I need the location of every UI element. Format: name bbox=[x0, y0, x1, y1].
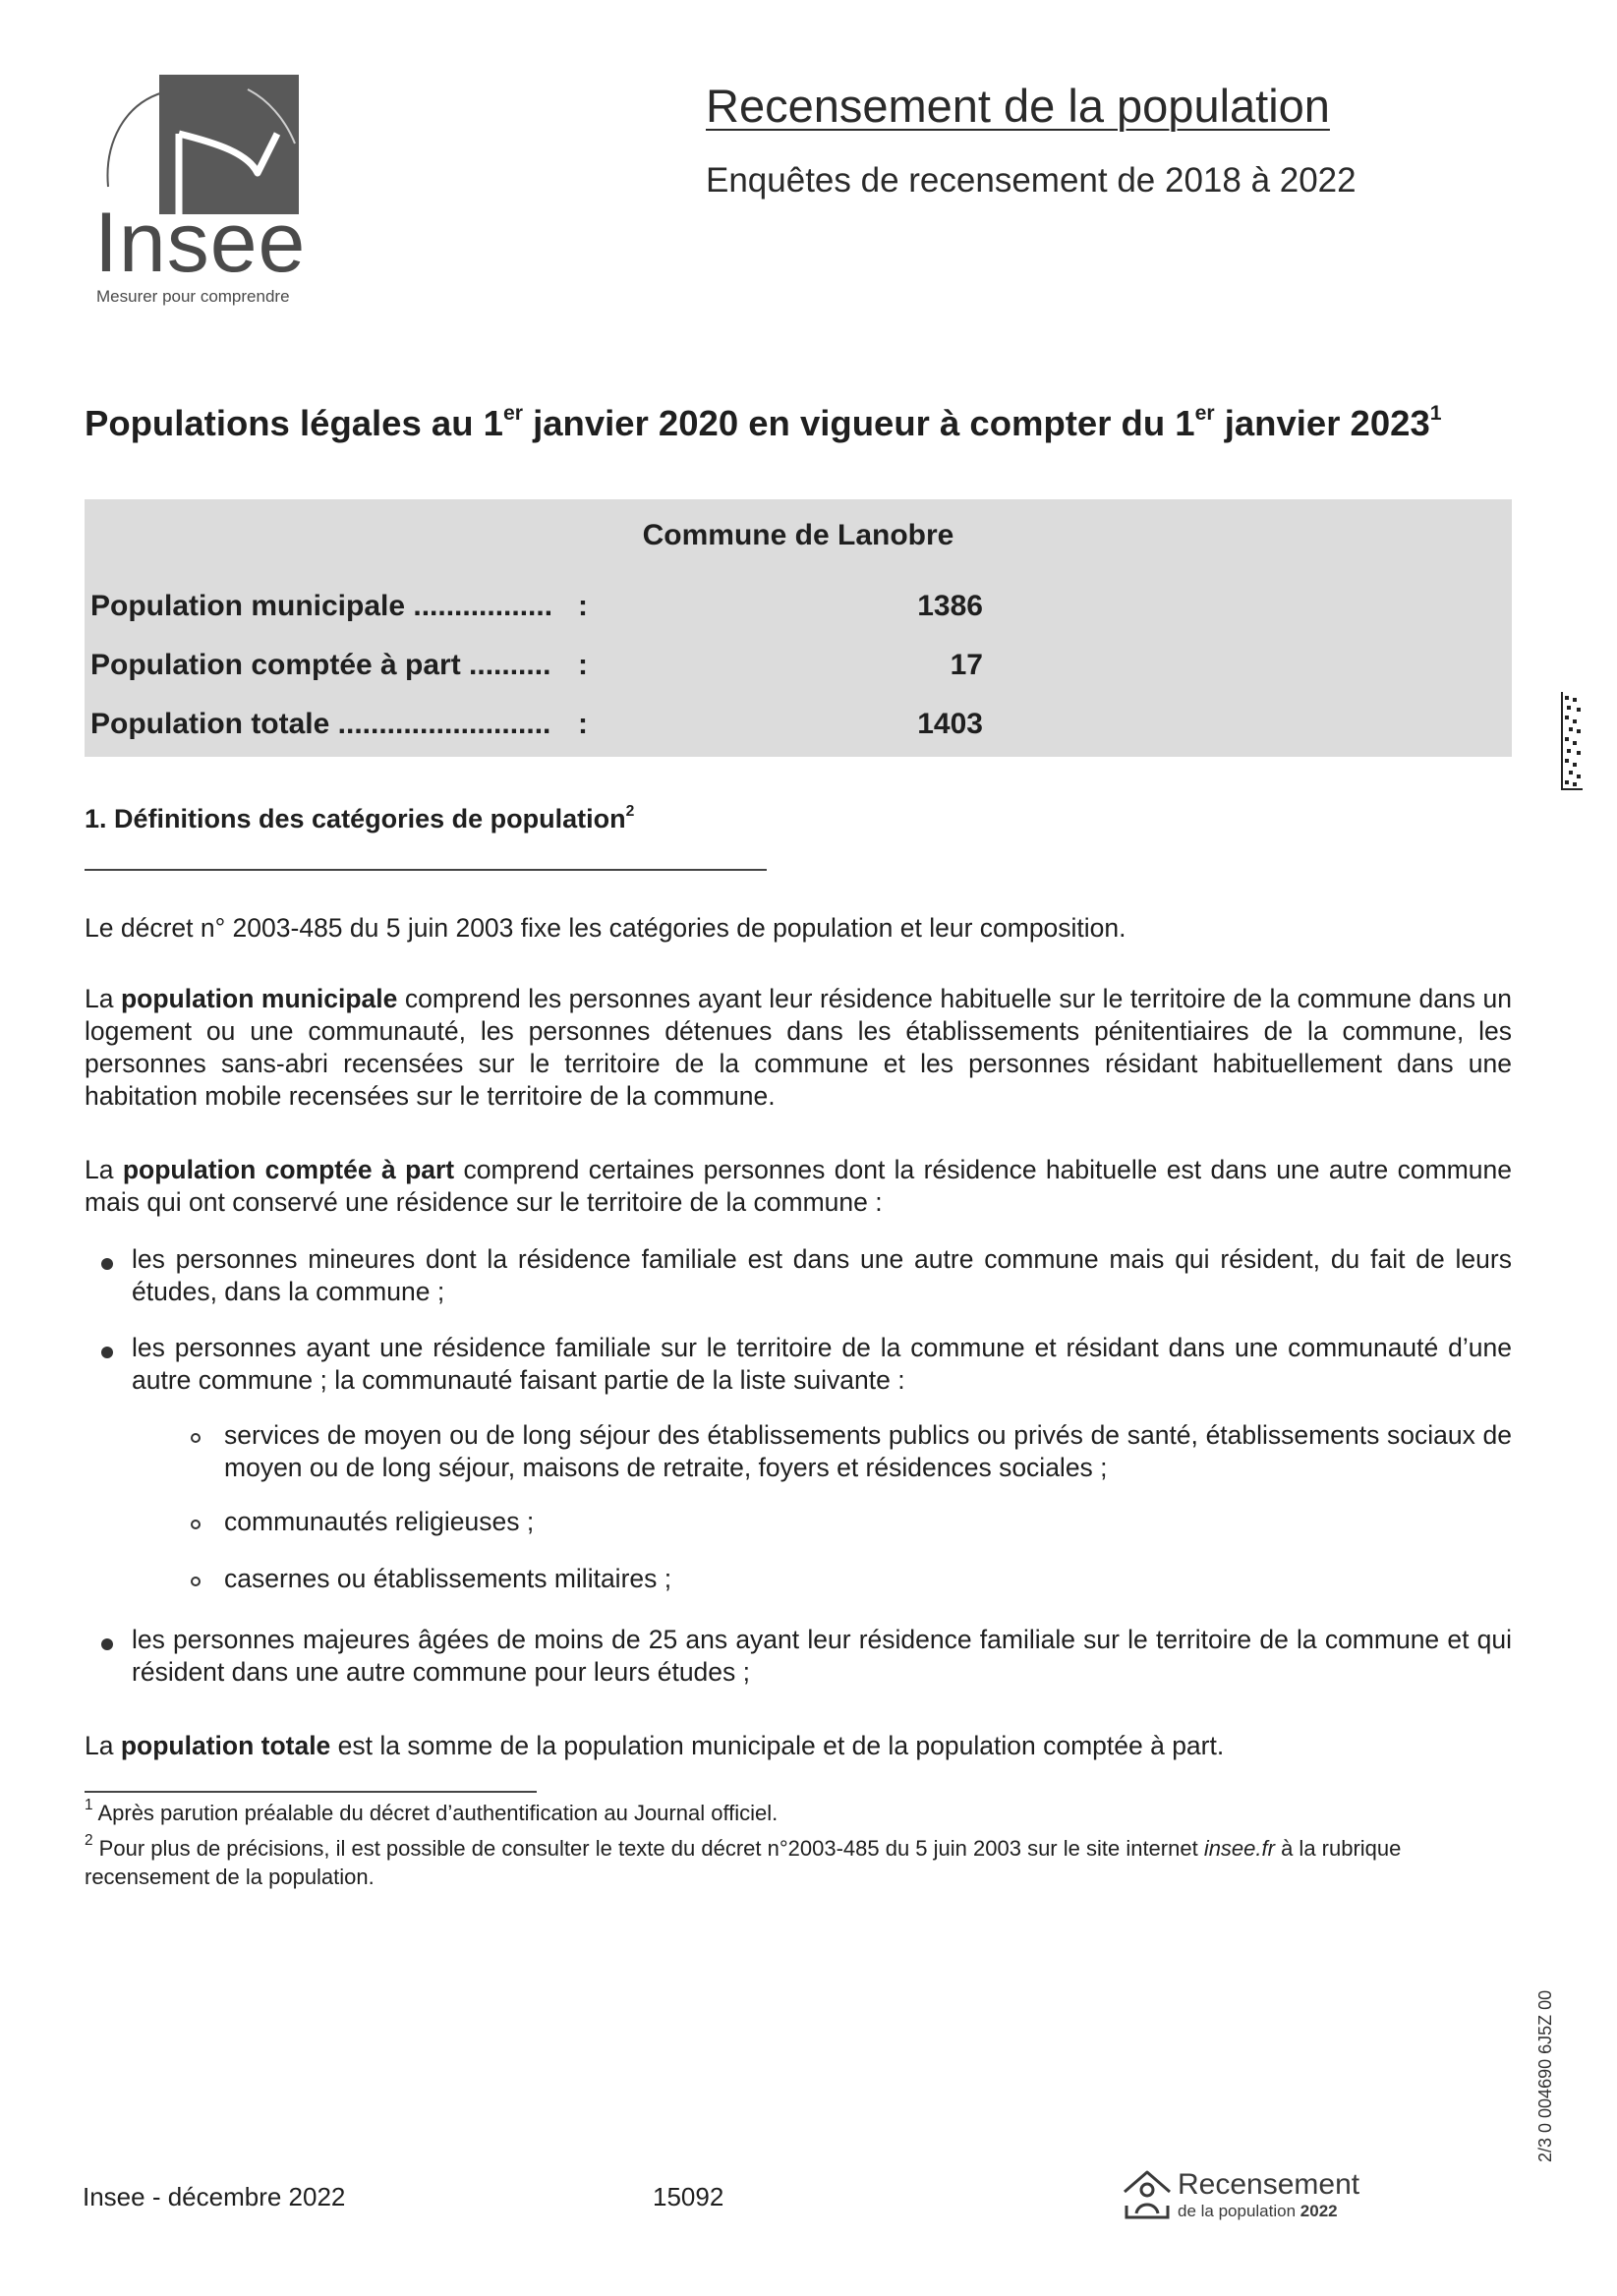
apart-definition-paragraph bbox=[85, 1154, 1512, 1219]
document-title: Recensement de la population bbox=[706, 80, 1330, 132]
footnote-2 bbox=[85, 1834, 1512, 1891]
apart-prefix: La bbox=[85, 1155, 123, 1184]
population-a-part-colon: : bbox=[578, 649, 588, 681]
municipal-prefix: La bbox=[85, 984, 121, 1013]
section-footnote-ref: 2 bbox=[625, 802, 635, 820]
document-subtitle: Enquêtes de recensement de 2018 à 2022 bbox=[706, 161, 1357, 200]
logo-mark-icon bbox=[159, 75, 299, 214]
bullet-dot bbox=[101, 1638, 113, 1650]
logo-tagline: Mesurer pour comprendre bbox=[96, 287, 290, 306]
bullet-item: les personnes mineures dont la résidence familiale est dans une autre commune mais qui résident, du fait de leurs études, dans la commune ; bbox=[132, 1244, 1512, 1306]
section-heading bbox=[85, 804, 634, 834]
main-heading bbox=[85, 403, 1442, 444]
datamatrix-barcode-icon bbox=[1561, 692, 1583, 790]
footnote-2-number: 2 bbox=[85, 1832, 93, 1850]
footnote-1 bbox=[85, 1799, 1512, 1827]
heading-part3: janvier 2023 bbox=[1214, 403, 1430, 443]
population-box bbox=[85, 499, 1512, 757]
footnote-2-text-end: à la rubrique recensement de la population. bbox=[85, 1836, 1402, 1889]
total-term: population totale bbox=[120, 1731, 331, 1760]
population-municipale-colon: : bbox=[578, 590, 588, 622]
footnote-rule bbox=[85, 1791, 537, 1793]
municipal-text: comprend les personnes ayant leur résidence habituelle sur le territoire de la commune dans un logement ou une communauté, les personnes détenues dans les établissements pénitentiaires de la commune, les personnes sans-abri recensées sur le territoire de la commune et les personnes résidant habituellement dans une habitation mobile recensées sur le territoire de la commune. bbox=[85, 984, 1512, 1111]
footnote-2-text: Pour plus de précisions, il est possible de consulter le texte du décret n°2003-485 du 5 juin 2003 sur le site internet bbox=[92, 1836, 1204, 1861]
bullet-dot bbox=[101, 1347, 113, 1358]
commune-name: Commune de Lanobre bbox=[642, 519, 954, 551]
footer-commune-code: 15092 bbox=[653, 2182, 724, 2211]
footnote-1-text: Après parution préalable du décret d’authentification au Journal officiel. bbox=[92, 1801, 779, 1825]
decree-paragraph: Le décret n° 2003-485 du 5 juin 2003 fixe les catégories de population et leur composition. bbox=[85, 913, 1126, 943]
house-person-icon bbox=[1121, 2166, 1174, 2223]
section-title: 1. Définitions des catégories de population bbox=[85, 804, 626, 833]
population-totale-colon: : bbox=[578, 708, 588, 740]
population-totale-label: Population totale .......................... bbox=[90, 708, 551, 740]
bullet-dot bbox=[101, 1258, 113, 1270]
population-a-part-value: 17 bbox=[950, 649, 983, 681]
footer-publisher-date: Insee - décembre 2022 bbox=[83, 2182, 346, 2211]
insee-link[interactable]: insee.fr bbox=[1203, 1836, 1275, 1861]
sub-bullet-item: services de moyen ou de long séjour des établissements publics ou privés de santé, établissements sociaux de moyen ou de long séjour, maisons de retraite, foyers et résidences sociales ; bbox=[224, 1420, 1512, 1482]
brand-main-text: Recensement bbox=[1178, 2168, 1360, 2201]
brand-year: 2022 bbox=[1299, 2202, 1338, 2220]
total-prefix: La bbox=[85, 1731, 121, 1760]
insee-logo bbox=[94, 75, 320, 311]
brand-sub-text bbox=[1178, 2202, 1338, 2221]
sub-bullet-item: casernes ou établissements militaires ; bbox=[224, 1564, 672, 1593]
total-text: est la somme de la population municipale et de la population comptée à part. bbox=[330, 1731, 1225, 1760]
apart-text: comprend certaines personnes dont la résidence habituelle est dans une autre commune mais qui ont conservé une résidence sur le territoire de la commune : bbox=[85, 1155, 1512, 1217]
heading-sup2: er bbox=[1194, 401, 1215, 425]
population-totale-value: 1403 bbox=[917, 708, 983, 740]
municipal-term: population municipale bbox=[121, 984, 398, 1013]
heading-part1: Populations légales au 1 bbox=[85, 403, 503, 443]
recensement-brand-logo bbox=[1121, 2166, 1376, 2225]
bullet-item: les personnes majeures âgées de moins de 25 ans ayant leur résidence familiale sur le territoire de la commune et qui résident dans une autre commune pour leurs études ; bbox=[132, 1625, 1512, 1687]
brand-sub-label: de la population bbox=[1178, 2202, 1300, 2220]
apart-term: population comptée à part bbox=[122, 1155, 455, 1184]
logo-wordmark: Insee bbox=[94, 196, 307, 290]
sub-bullet-item: communautés religieuses ; bbox=[224, 1507, 535, 1536]
population-a-part-label: Population comptée à part .......... bbox=[90, 649, 551, 681]
municipal-definition-paragraph bbox=[85, 983, 1512, 1113]
population-municipale-label: Population municipale ................. bbox=[90, 590, 553, 622]
section-rule bbox=[85, 869, 767, 871]
heading-part2: janvier 2020 en vigueur à compter du 1 bbox=[522, 403, 1195, 443]
sub-bullet-ring bbox=[191, 1520, 201, 1529]
population-municipale-value: 1386 bbox=[917, 590, 983, 622]
heading-footnote-ref: 1 bbox=[1429, 401, 1442, 425]
heading-sup1: er bbox=[502, 401, 523, 425]
side-document-code: 2/3 0 004690 6J5Z 00 bbox=[1535, 1989, 1555, 2162]
sub-bullet-ring bbox=[191, 1433, 201, 1443]
footnote-1-number: 1 bbox=[85, 1797, 93, 1814]
sub-bullet-ring bbox=[191, 1577, 201, 1586]
total-definition-paragraph bbox=[85, 1730, 1512, 1762]
bullet-item: les personnes ayant une résidence familiale sur le territoire de la commune et résidant dans une communauté d’une autre commune ; la communauté faisant partie de la liste suivante : bbox=[132, 1333, 1512, 1395]
